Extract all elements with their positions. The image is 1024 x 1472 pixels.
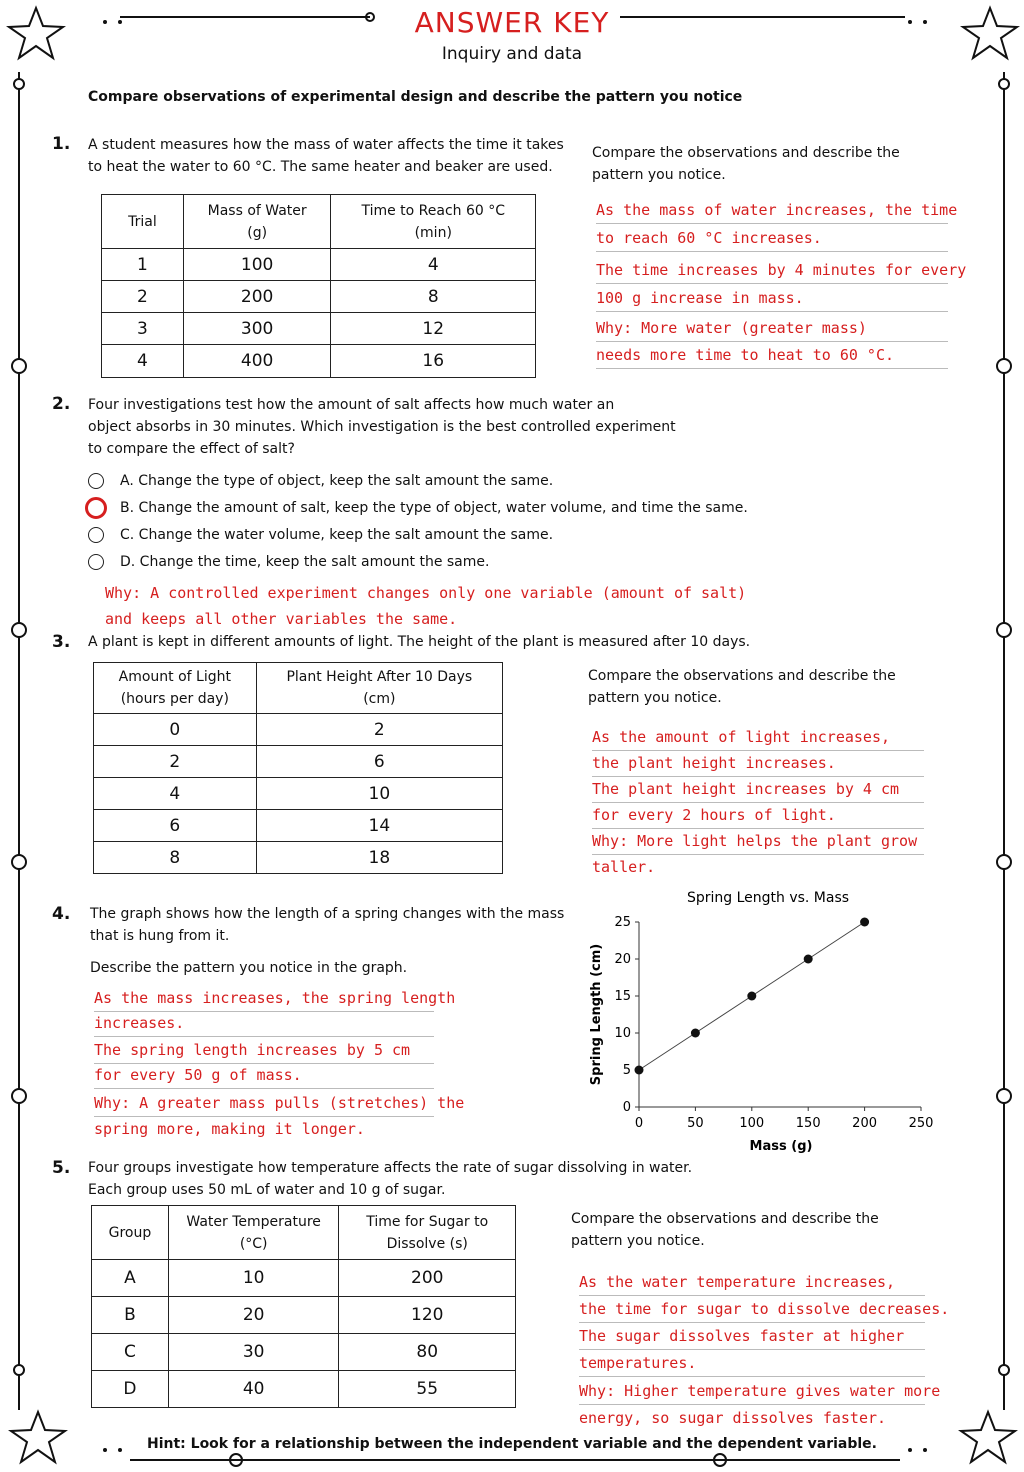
table-row: A 10 200: [92, 1260, 516, 1297]
answer-line: spring more, making it longer.: [94, 1120, 365, 1138]
table-row: 4 400 16: [102, 345, 536, 378]
y-tick-label: 0: [622, 1100, 631, 1115]
answer-line: temperatures.: [579, 1350, 925, 1377]
y-tick-label: 20: [614, 952, 631, 967]
answer-line: taller.: [592, 858, 656, 876]
chart-xlabel: Mass (g): [749, 1139, 813, 1154]
hint-text: Hint: Look for a relationship between the independent variable and the dependent variable.: [147, 1436, 877, 1452]
question-text: The graph shows how the length of a spring changes with the mass that is hung from it.: [90, 906, 565, 944]
table-row: 4 10: [94, 778, 503, 810]
question-text: A plant is kept in different amounts of light. The height of the plant is measured after 10 days.: [88, 634, 751, 650]
question-text: A student measures how the mass of water affects the time it takes to heat the water to 60 °C. The same heater and beaker are used.: [88, 137, 564, 175]
answer-prompt: Compare the observations and describe the pattern you notice.: [571, 1211, 879, 1249]
answer-line: Why: More water (greater mass): [596, 315, 948, 342]
table-row: 2 6: [94, 746, 503, 778]
x-tick-label: 50: [687, 1116, 704, 1131]
chart-title: Spring Length vs. Mass: [686, 890, 850, 906]
option-b[interactable]: B. Change the amount of salt, keep the type of object, water volume, and time the same.: [88, 497, 748, 519]
y-tick-label: 15: [614, 989, 631, 1004]
answer-explanation: Why: A controlled experiment changes only one variable (amount of salt) and keeps all other variables the same.: [105, 584, 747, 628]
table-row: D 40 55: [92, 1371, 516, 1408]
data-table: [93, 662, 503, 874]
radio-button-selected[interactable]: [85, 497, 107, 519]
data-point: [691, 1029, 700, 1038]
answer-line: increases.: [94, 1010, 434, 1037]
question-number: 2.: [52, 394, 71, 414]
spring-length-chart: [580, 880, 950, 1160]
answer-line: the time for sugar to dissolve decreases.: [579, 1296, 925, 1323]
data-table: [101, 194, 536, 378]
x-tick-label: 150: [795, 1116, 821, 1131]
option-d[interactable]: D. Change the time, keep the salt amount the same.: [88, 551, 489, 573]
answer-line: needs more time to heat to 60 °C.: [596, 342, 948, 369]
radio-button[interactable]: [88, 527, 104, 543]
answer-prompt: Describe the pattern you notice in the graph.: [90, 960, 408, 976]
y-tick-label: 5: [622, 1063, 631, 1078]
answer-line: The plant height increases by 4 cm: [592, 776, 924, 803]
data-table: [91, 1205, 516, 1408]
question-number: 1.: [52, 134, 71, 154]
option-a[interactable]: A. Change the type of object, keep the salt amount the same.: [88, 470, 553, 492]
table-row: C 30 80: [92, 1334, 516, 1371]
x-tick-label: 250: [908, 1116, 934, 1131]
table-header: Mass of Water (g): [183, 195, 331, 249]
answer-prompt: Compare the observations and describe the pattern you notice.: [592, 145, 900, 183]
answer-line: the plant height increases.: [592, 750, 924, 777]
radio-button[interactable]: [88, 473, 104, 489]
answer-line: As the mass of water increases, the time: [596, 197, 948, 224]
data-point: [860, 918, 869, 927]
answer-line: As the water temperature increases,: [579, 1269, 925, 1296]
answer-line: Why: A greater mass pulls (stretches) the: [94, 1090, 434, 1117]
page-title: ANSWER KEY: [414, 6, 610, 39]
question-number: 5.: [52, 1158, 71, 1178]
instructions: Compare observations of experimental design and describe the pattern you notice: [88, 89, 743, 105]
answer-line: 100 g increase in mass.: [596, 285, 948, 312]
answer-line: to reach 60 °C increases.: [596, 225, 948, 252]
table-row: 0 2: [94, 714, 503, 746]
chart-ticks: [614, 915, 933, 1131]
answer-line: energy, so sugar dissolves faster.: [579, 1409, 887, 1427]
answer-line: Why: Higher temperature gives water more: [579, 1378, 925, 1405]
answer-line: for every 50 g of mass.: [94, 1062, 434, 1089]
answer-line: As the amount of light increases,: [592, 724, 924, 751]
answer-line: The spring length increases by 5 cm: [94, 1037, 434, 1064]
answer-line: The time increases by 4 minutes for every: [596, 257, 948, 284]
chart-ylabel: Spring Length (cm): [589, 943, 604, 1086]
table-row: B 20 120: [92, 1297, 516, 1334]
page-subtitle: Inquiry and data: [441, 44, 583, 64]
answer-line: Why: More light helps the plant grow: [592, 828, 924, 855]
table-header: Amount of Light (hours per day): [94, 663, 257, 714]
table-row: 6 14: [94, 810, 503, 842]
table-header: Plant Height After 10 Days (cm): [256, 663, 502, 714]
table-header: Group: [92, 1206, 169, 1260]
question-text: Four investigations test how the amount of salt affects how much water an object absorbs in 30 minutes. Which investigation is the best controlled experiment to compare the effect of salt?: [88, 397, 676, 457]
question-number: 4.: [52, 904, 71, 924]
table-header: Trial: [102, 195, 184, 249]
question-text: Four groups investigate how temperature affects the rate of sugar dissolving in water. Each group uses 50 mL of water and 10 g of sugar.: [88, 1160, 693, 1198]
table-row: 1 100 4: [102, 249, 536, 281]
answer-line: The sugar dissolves faster at higher: [579, 1323, 925, 1350]
option-c[interactable]: C. Change the water volume, keep the salt amount the same.: [88, 524, 553, 546]
table-header: Time for Sugar to Dissolve (s): [339, 1206, 516, 1260]
table-header: Time to Reach 60 °C (min): [331, 195, 536, 249]
answer-line: As the mass increases, the spring length: [94, 985, 434, 1012]
radio-button[interactable]: [88, 554, 104, 570]
chart-points: [635, 918, 870, 1075]
data-point: [635, 1066, 644, 1075]
table-row: 3 300 12: [102, 313, 536, 345]
answer-prompt: Compare the observations and describe the pattern you notice.: [588, 668, 896, 706]
data-point: [804, 955, 813, 964]
x-tick-label: 100: [739, 1116, 765, 1131]
y-tick-label: 25: [614, 915, 631, 930]
table-header: Water Temperature (°C): [168, 1206, 339, 1260]
data-point: [747, 992, 756, 1001]
table-row: 8 18: [94, 842, 503, 874]
chart-axes: [639, 922, 921, 1107]
question-number: 3.: [52, 632, 71, 652]
x-tick-label: 0: [634, 1116, 644, 1131]
y-tick-label: 10: [614, 1026, 631, 1041]
table-row: 2 200 8: [102, 281, 536, 313]
answer-line: for every 2 hours of light.: [592, 802, 924, 829]
x-tick-label: 200: [852, 1116, 878, 1131]
